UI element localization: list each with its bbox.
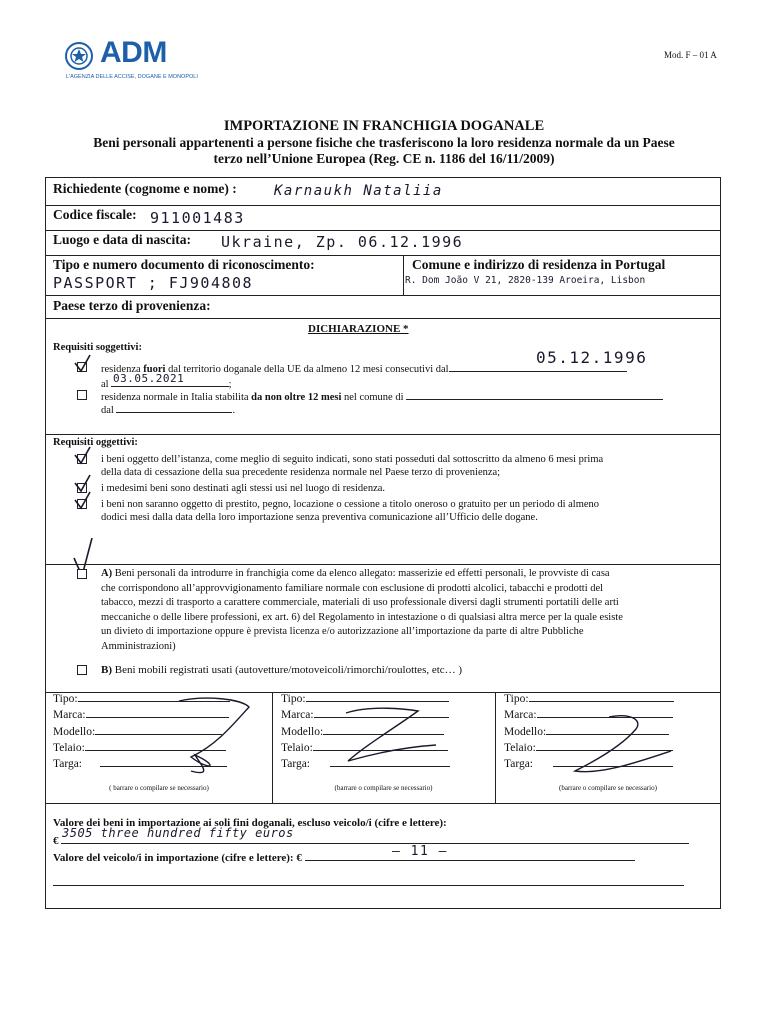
adm-logo — [64, 36, 204, 86]
check-mark-icon — [73, 446, 93, 466]
form-subtitle-line1: Beni personali appartenenti a persone fisiche che trasferiscono la loro residenza normale da un Paese — [93, 135, 675, 150]
row-divider — [46, 205, 720, 206]
option-a-line: Amministrazioni) — [101, 640, 176, 652]
subjective-item1-al: al — [101, 379, 109, 390]
modello-label: Modello: — [53, 725, 96, 738]
residence-from-date-field[interactable]: 05.12.1996 — [536, 348, 648, 367]
marca-label: Marca: — [504, 709, 537, 722]
modello-label: Modello: — [504, 725, 547, 738]
subjective-item2-post: nel comune di — [341, 392, 404, 403]
goods-value-label: Valore dei beni in importazione ai soli fini doganali, escluso veicolo/i (cifre e lettere): — [53, 817, 447, 829]
check-mark-icon — [73, 491, 93, 511]
residence-address-field[interactable]: R. Dom João V 21, 2820-139 Aroeira, Lisbon — [405, 275, 646, 286]
residence-to-date-field[interactable]: 03.05.2021 — [113, 372, 185, 385]
targa-label: Targa: — [281, 758, 310, 771]
vehicle-note-2: (barrare o compilare se necessario) — [334, 784, 433, 792]
check-mark-icon — [73, 354, 93, 374]
objective-item1-line2: della data di cessazione della sua precedente residenza normale nel Paese terzo di provenienza; — [101, 467, 501, 478]
declaration-heading: DICHIARAZIONE * — [308, 323, 409, 335]
marca-label: Marca: — [281, 709, 314, 722]
option-b-label: Beni mobili registrati usati (autovetture/motoveicoli/rimorchi/roulottes, etc… ) — [114, 664, 463, 676]
column-divider — [403, 255, 404, 295]
form-title: IMPORTAZIONE IN FRANCHIGIA DOGANALE — [223, 118, 545, 134]
strike-out-scribble — [336, 705, 456, 780]
option-a-line-text: Beni personali da introdurre in franchigia come da elenco allegato: masserizie ed effetti personali, le provviste di casa — [114, 568, 610, 579]
logo-subtitle: L'AGENZIA DELLE ACCISE, DOGANE E MONOPOLI — [66, 74, 198, 80]
objective-item3-line2: dodici mesi dalla data della loro importazione senza preventiva comunicazione all’Ufficio delle dogane. — [101, 512, 538, 523]
subjective-requirements-heading: Requisiti soggettivi: — [53, 342, 142, 353]
option-a-line — [101, 567, 715, 582]
strike-out-scribble — [551, 713, 681, 783]
vehicle-note-1: ( barrare o compilare se necessario) — [109, 784, 209, 792]
subjective-item2-dal-text: dal . — [101, 402, 235, 418]
subjective-item1-pre: residenza — [101, 364, 144, 375]
applicant-name-field[interactable]: Karnaukh Nataliia — [274, 183, 443, 199]
targa-label: Targa: — [53, 758, 82, 771]
telaio-label: Telaio: — [53, 741, 85, 754]
origin-country-label: Paese terzo di provenienza: — [53, 298, 211, 313]
option-b-text — [101, 663, 462, 677]
objective-requirements-heading: Requisiti oggettivi: — [53, 437, 138, 448]
objective-item1-line1: i beni oggetto dell’istanza, come meglio di seguito indicati, sono stati posseduti dal sottoscritto da almeno 6 mesi prima — [101, 454, 604, 465]
row-divider — [46, 564, 720, 565]
option-a-line: che corrispondono all’approvvigionamento familiare normale con esclusione di prodotti alcolici, tabacchi e prodotti del — [101, 582, 604, 594]
logo-wordmark: ADM — [100, 36, 167, 69]
option-a-prefix: A) — [101, 568, 113, 579]
telaio-label: Telaio: — [504, 741, 536, 754]
option-a-checkbox[interactable] — [77, 569, 87, 579]
modello-label: Modello: — [281, 725, 324, 738]
strike-out-scribble — [161, 697, 261, 779]
vehicle-value-line — [305, 850, 635, 861]
birth-place-date-field[interactable]: Ukraine, Zp. 06.12.1996 — [221, 233, 464, 251]
tipo-field[interactable] — [529, 691, 674, 702]
objective-item2: i medesimi beni sono destinati agli stessi usi nel luogo di residenza. — [101, 483, 386, 494]
objective-item3-line1: i beni non saranno oggetto di prestito, pegno, locazione o cessione a titolo oneroso o gratuito per un periodo di almeno — [101, 499, 600, 510]
form-subtitle-line2: terzo nell’Unione Europea (Reg. CE n. 1186 del 16/11/2009) — [213, 151, 555, 166]
tax-code-label: Codice fiscale: — [53, 207, 137, 222]
tipo-label: Tipo: — [281, 693, 306, 705]
vehicle-value-field[interactable]: — 11 — — [392, 844, 448, 859]
row-divider — [46, 803, 720, 804]
row-divider — [46, 255, 720, 256]
row-divider — [46, 295, 720, 296]
model-number: Mod. F – 01 A — [664, 50, 717, 60]
option-a-text — [101, 567, 715, 655]
italian-republic-emblem-icon — [64, 41, 94, 71]
residence-label: Comune e indirizzo di residenza in Portugal — [412, 257, 666, 272]
birth-label: Luogo e data di nascita: — [53, 232, 192, 247]
option-a-line: tabacco, mezzi di trasporto a carattere commerciale, materiali di uso professionale diversi dagli strumenti portatili delle arti — [101, 597, 619, 609]
tax-code-field[interactable]: 911001483 — [150, 209, 245, 227]
subjective-item1-al-text: al ; — [101, 376, 232, 392]
row-divider — [46, 318, 720, 319]
tipo-field[interactable] — [306, 691, 449, 702]
option-a-line: un divieto di importazione oppure è prevista licenza e/o autorizzazione all’importazione da parte di altre Pubbliche — [101, 626, 584, 638]
residence-italy-checkbox[interactable] — [77, 390, 87, 400]
extra-value-line — [53, 885, 684, 886]
tipo-label: Tipo: — [504, 693, 529, 705]
telaio-label: Telaio: — [281, 741, 313, 754]
subjective-item2-dal: dal — [101, 405, 114, 416]
goods-value-currency: € — [53, 835, 59, 847]
vehicle-note-3: (barrare o compilare se necessario) — [559, 784, 657, 792]
applicant-label: Richiedente (cognome e nome) : — [53, 181, 237, 196]
subjective-item2-bold: da non oltre 12 mesi — [251, 392, 342, 403]
italy-residence-date-line — [116, 402, 232, 413]
declaration-form — [45, 177, 721, 909]
option-b-prefix: B) — [101, 664, 112, 676]
id-document-field[interactable]: PASSPORT ; FJ904808 — [53, 274, 254, 292]
id-document-label: Tipo e numero documento di riconoscimento: — [53, 257, 315, 272]
goods-value-field[interactable]: 3505 three hundred fifty euros — [62, 826, 294, 840]
tipo-label: Tipo: — [53, 693, 78, 705]
subjective-item1-post: dal territorio doganale della UE da almeno 12 mesi consecutivi dal — [165, 364, 449, 375]
option-b-checkbox[interactable] — [77, 665, 87, 675]
row-divider — [46, 230, 720, 231]
comune-line — [406, 389, 663, 400]
targa-label: Targa: — [504, 758, 533, 771]
vehicle-value-row — [53, 850, 635, 865]
marca-label: Marca: — [53, 709, 86, 722]
row-divider — [46, 434, 720, 435]
vehicle-value-label: Valore del veicolo/i in importazione (cifre e lettere): € — [53, 852, 302, 864]
option-a-line: meccaniche o delle libere professioni, ex art. 6) del Regolamento in intestazione o di qualsiasi altra merce per la quale esiste — [101, 611, 623, 623]
subjective-item1-bold: fuori — [143, 364, 166, 375]
subjective-item2-pre: residenza normale in Italia stabilita — [101, 392, 252, 403]
